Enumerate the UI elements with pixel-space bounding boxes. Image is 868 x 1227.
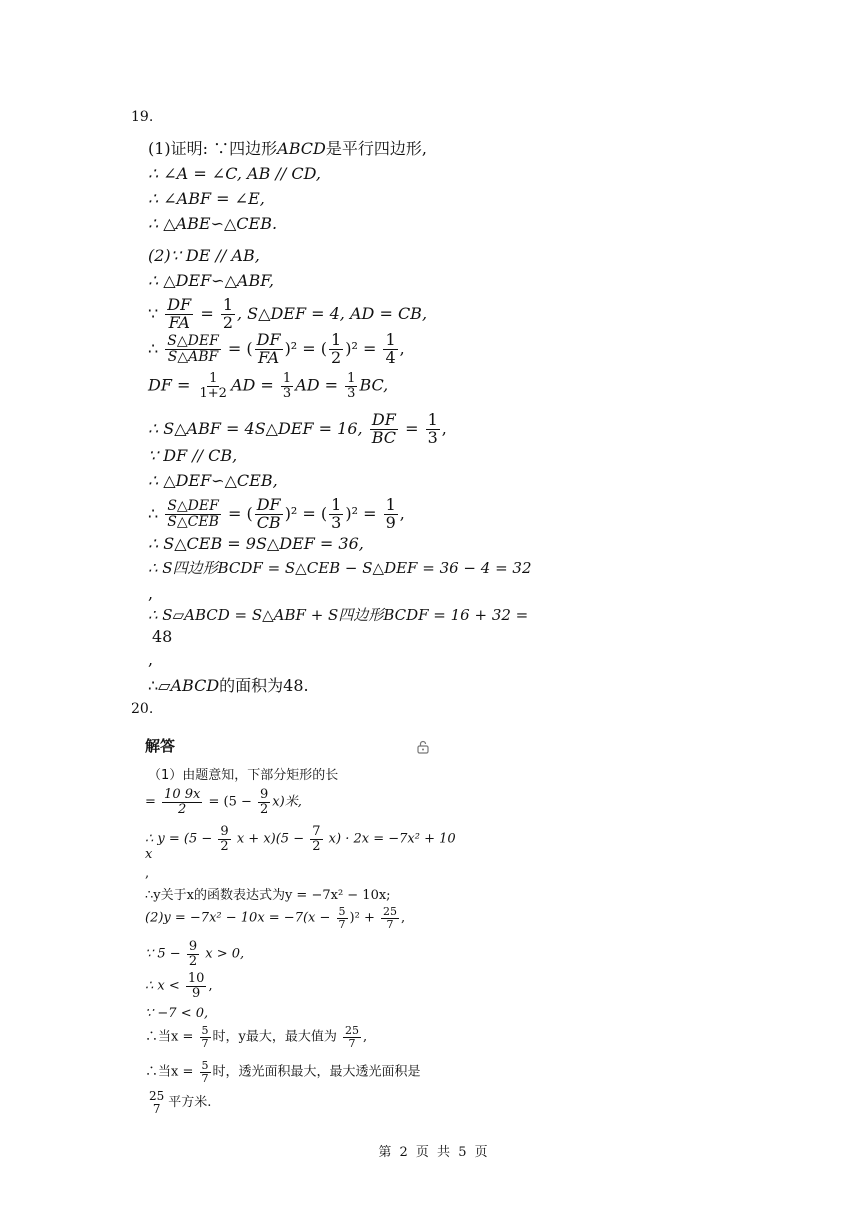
text: ∴当x = (145, 1064, 194, 1080)
text: , (208, 978, 213, 994)
fraction (200, 1060, 211, 1084)
numerator: S△DEF (167, 498, 219, 515)
fraction (426, 412, 440, 447)
denominator: 3 (347, 385, 356, 401)
denominator: 7 (201, 1071, 209, 1085)
answer-heading: 解答 (145, 737, 176, 755)
text: x) · 2x = −7x² + 10 (328, 831, 456, 847)
answer-line-13 (145, 1090, 211, 1115)
text: )² + (349, 910, 375, 926)
denominator: 1+2 (199, 385, 227, 401)
denominator: 2 (331, 347, 342, 367)
fraction (200, 1025, 211, 1049)
fraction (310, 825, 322, 853)
text: x + x)(5 − (236, 831, 305, 847)
numerator: 1 (347, 371, 356, 386)
denominator: 4 (385, 347, 396, 367)
denominator: 2 (222, 312, 233, 332)
unlock-icon[interactable] (416, 740, 430, 754)
proof-line-11: ∵ DF // CB, (148, 446, 238, 465)
text: ∴ S△ABF = 4S△DEF = 16, (148, 418, 363, 438)
proof-line-20 (148, 678, 309, 694)
text: )² = (345, 503, 377, 523)
text: AD = (295, 375, 339, 395)
fraction (165, 297, 193, 332)
answer-line-3 (145, 825, 456, 853)
fraction (383, 332, 397, 367)
fraction (147, 1090, 166, 1115)
fraction (329, 332, 343, 367)
equals: = (405, 418, 419, 438)
text: = ( (227, 503, 253, 523)
proof-line-13 (148, 497, 405, 532)
denominator: 9 (192, 985, 201, 1001)
answer-line-4: x (145, 847, 153, 862)
text: = (5 − (208, 794, 252, 810)
proof-line-12: ∴ △DEF∽△CEB, (148, 471, 278, 490)
text: 时，y最大，最大值为 (212, 1029, 337, 1045)
text: ∴当x = (145, 1029, 194, 1045)
proof-line-17: ∴ S▱ABCD = S△ABF + S四边形BCDF = 16 + 32 = (148, 606, 529, 624)
denominator: 2 (178, 801, 187, 817)
answer-line-11 (145, 1025, 367, 1049)
fraction (186, 972, 207, 1000)
denominator: 7 (152, 1101, 161, 1116)
page-footer: 第 2 页 共 5 页 (378, 1145, 490, 1160)
fraction (165, 499, 221, 529)
fraction (381, 906, 399, 930)
numerator: 1 (222, 295, 233, 314)
fraction (337, 906, 348, 930)
numerator: S△DEF (167, 333, 219, 350)
text: AD = (230, 375, 274, 395)
text: 时，透光面积最大，最大透光面积是 (212, 1064, 421, 1080)
answer-line-2 (145, 788, 302, 816)
text: , (363, 1029, 368, 1045)
proof-line-10 (148, 412, 447, 447)
text: , S△DEF = 4, AD = CB, (237, 303, 428, 323)
text: , (399, 503, 405, 523)
therefore-symbol: ∴ (148, 338, 159, 358)
fraction (343, 1025, 361, 1049)
answer-line-7 (145, 906, 405, 930)
proof-line-6: ∴ △DEF∽△ABF, (148, 271, 274, 290)
numerator: DF (167, 295, 192, 314)
numerator: 1 (385, 330, 396, 349)
text: = ( (227, 338, 253, 358)
fraction (258, 788, 270, 816)
denominator: 2 (188, 953, 198, 969)
proof-line-8 (148, 332, 405, 367)
fraction (162, 788, 202, 816)
proof-line-18: 48 (152, 627, 173, 646)
fraction (221, 297, 235, 332)
question-number-20: 20. (131, 701, 154, 717)
text: , (399, 338, 405, 358)
numerator: 5 (201, 1059, 209, 1072)
text: , (401, 910, 406, 926)
text: ∴ x < (145, 978, 180, 994)
proof-line-2: ∴ ∠A = ∠C, AB // CD, (148, 164, 321, 183)
numerator: 1 (209, 371, 218, 386)
denominator: 3 (331, 512, 342, 532)
numerator: 25 (345, 1024, 359, 1037)
proof-label: (1)证明: ∵四边形 (148, 139, 278, 158)
text: (2)y = −7x² − 10x = −7(x − (145, 910, 331, 926)
numerator: DF (256, 330, 281, 349)
numerator: 1 (282, 371, 292, 386)
denominator: 7 (386, 917, 394, 931)
text: x > 0, (205, 946, 245, 962)
fraction (255, 332, 283, 367)
because-symbol: ∵ (148, 303, 159, 323)
numerator: 25 (383, 905, 397, 918)
denominator: 3 (427, 427, 438, 447)
numerator: 1 (427, 410, 438, 429)
proof-line-1 (148, 141, 427, 157)
proof-line-16: , (148, 584, 154, 603)
denominator: FA (257, 347, 280, 367)
numerator: 9 (220, 824, 229, 839)
proof-line-15: ∴ S四边形BCDF = S△CEB − S△DEF = 36 − 4 = 32 (148, 559, 532, 577)
proof-line-5: (2)∵ DE // AB, (148, 246, 260, 265)
numerator: DF (371, 410, 396, 429)
denominator: FA (168, 312, 190, 332)
numerator: 1 (385, 495, 396, 514)
numerator: 1 (331, 495, 342, 514)
denominator: CB (256, 512, 281, 532)
text: x)米, (272, 794, 302, 810)
question-number-19: 19. (131, 109, 154, 125)
fraction (281, 372, 293, 400)
numerator: 25 (149, 1089, 165, 1103)
text: )² = (345, 338, 377, 358)
denominator: BC (371, 427, 396, 447)
fraction (198, 372, 229, 400)
proof-line-19: , (148, 650, 154, 669)
numerator: 10 (187, 971, 205, 986)
numerator: 7 (312, 824, 321, 839)
answer-line-10: ∵ −7 < 0, (145, 1006, 209, 1021)
numerator: 9 (188, 939, 198, 954)
denominator: 2 (220, 838, 229, 854)
denominator: 2 (260, 801, 269, 817)
text: )² = ( (284, 503, 328, 523)
numerator: DF (256, 495, 281, 514)
denominator: 7 (201, 1036, 209, 1050)
denominator: S△CEB (167, 513, 219, 530)
fraction (329, 497, 343, 532)
text: DF = (148, 375, 191, 395)
answer-line-6: ∴y关于x的函数表达式为y = −7x² − 10x; (145, 888, 391, 903)
numerator: 5 (338, 905, 346, 918)
denominator: S△ABF (167, 348, 219, 365)
fraction (255, 497, 283, 532)
text: ∴▱ (148, 676, 171, 695)
text: 是平行四边形, (325, 139, 427, 158)
math-abcd: ABCD (277, 139, 326, 158)
text: BC, (359, 375, 389, 395)
equals: = (200, 303, 214, 323)
fraction (384, 497, 398, 532)
proof-line-9 (148, 372, 388, 400)
text: ∵ 5 − (145, 946, 181, 962)
text: , (441, 418, 447, 438)
math-abcd: ABCD (170, 676, 220, 695)
text: 平方米. (168, 1095, 212, 1111)
fraction (187, 940, 199, 968)
text: 的面积为48. (219, 676, 309, 695)
numerator: 10 9x (164, 787, 201, 802)
numerator: 9 (260, 787, 269, 802)
fraction (165, 334, 221, 364)
proof-line-14: ∴ S△CEB = 9S△DEF = 36, (148, 534, 364, 553)
therefore-symbol: ∴ (148, 503, 159, 523)
answer-line-9 (145, 972, 213, 1000)
numerator: 5 (201, 1024, 209, 1037)
proof-line-7 (148, 297, 427, 332)
fraction (218, 825, 230, 853)
proof-line-4: ∴ △ABE∽△CEB. (148, 214, 278, 233)
answer-line-12 (145, 1060, 421, 1084)
answer-line-8 (145, 940, 244, 968)
proof-line-3: ∴ ∠ABF = ∠E, (148, 189, 265, 208)
text: ∴ y = (5 − (145, 831, 213, 847)
denominator: 3 (282, 385, 292, 401)
answer-line-5: , (145, 866, 150, 881)
answer-line-1: （1）由题意知，下部分矩形的长 (148, 768, 339, 783)
equals: = (145, 794, 156, 810)
denominator: 2 (312, 838, 321, 854)
denominator: 7 (338, 917, 346, 931)
fraction (345, 372, 357, 400)
fraction (370, 412, 398, 447)
numerator: 1 (331, 330, 342, 349)
text: )² = ( (284, 338, 328, 358)
denominator: 9 (385, 512, 396, 532)
denominator: 7 (348, 1036, 356, 1050)
